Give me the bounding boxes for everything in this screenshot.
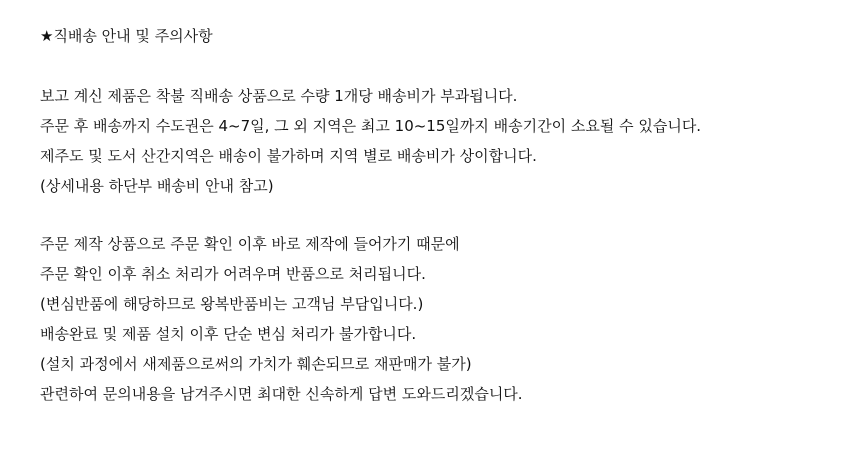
notice-line: (변심반품에 해당하므로 왕복반품비는 고객님 부담입니다.)	[40, 295, 424, 313]
notice-line: 주문 제작 상품으로 주문 확인 이후 바로 제작에 들어가기 때문에	[40, 235, 460, 253]
notice-line: (상세내용 하단부 배송비 안내 참고)	[40, 177, 274, 195]
notice-line: 주문 후 배송까지 수도권은 4~7일, 그 외 지역은 최고 10~15일까지 배송기간이 소요될 수 있습니다.	[40, 117, 702, 135]
notice-line: 배송완료 및 제품 설치 이후 단순 변심 처리가 불가합니다.	[40, 325, 417, 343]
notice-line: (설치 과정에서 새제품으로써의 가치가 훼손되므로 재판매가 불가)	[40, 355, 472, 373]
notice-line: 보고 계신 제품은 착불 직배송 상품으로 수량 1개당 배송비가 부과됩니다.	[40, 87, 518, 105]
notice-line: 관련하여 문의내용을 남겨주시면 최대한 신속하게 답변 도와드리겠습니다.	[40, 385, 523, 403]
notice-line: 주문 확인 이후 취소 처리가 어려우며 반품으로 처리됩니다.	[40, 265, 426, 283]
notice-line: 제주도 및 도서 산간지역은 배송이 불가하며 지역 별로 배송비가 상이합니다.	[40, 147, 537, 165]
notice-title: ★직배송 안내 및 주의사항	[40, 27, 213, 45]
